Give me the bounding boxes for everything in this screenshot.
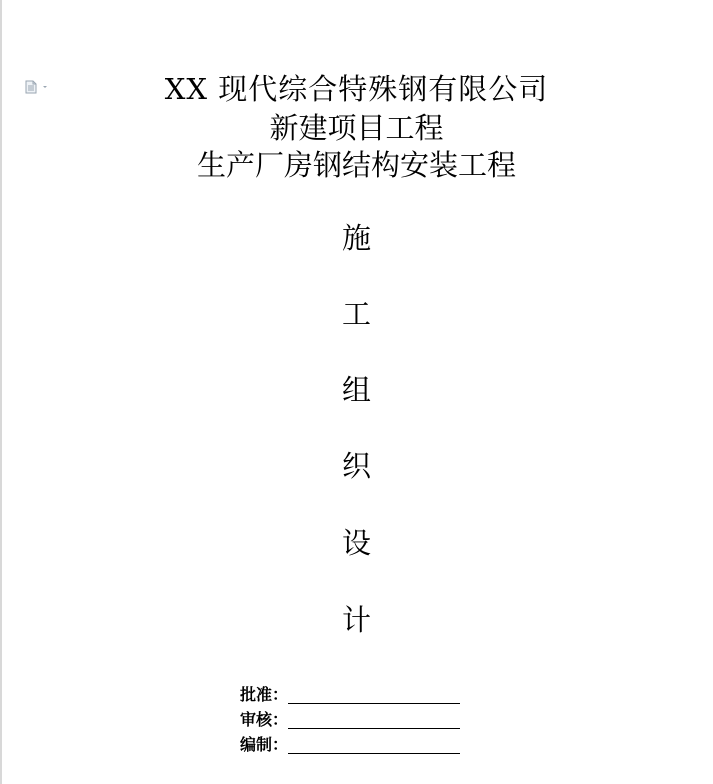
doc-type-char: 组 <box>341 373 371 407</box>
compile-label: 编制： <box>240 735 289 754</box>
company-title: XX 现代综合特殊钢有限公司 <box>164 72 549 106</box>
project-title: 新建项目工程 <box>269 111 444 145</box>
doc-type-char: 工 <box>341 297 371 331</box>
review-label: 审核： <box>240 710 289 729</box>
doc-type-char: 计 <box>341 603 371 637</box>
approve-row <box>240 686 460 704</box>
compile-row <box>240 736 460 754</box>
doc-type-char: 织 <box>341 449 371 483</box>
doc-type-char: 施 <box>341 221 371 255</box>
approve-label: 批准： <box>240 685 289 704</box>
compile-signature-line[interactable] <box>288 753 460 754</box>
review-signature-line[interactable] <box>288 728 460 729</box>
doc-type-char: 设 <box>341 526 371 560</box>
subproject-title: 生产厂房钢结构安装工程 <box>196 148 516 182</box>
review-row <box>240 711 460 729</box>
approve-signature-line[interactable] <box>288 703 460 704</box>
